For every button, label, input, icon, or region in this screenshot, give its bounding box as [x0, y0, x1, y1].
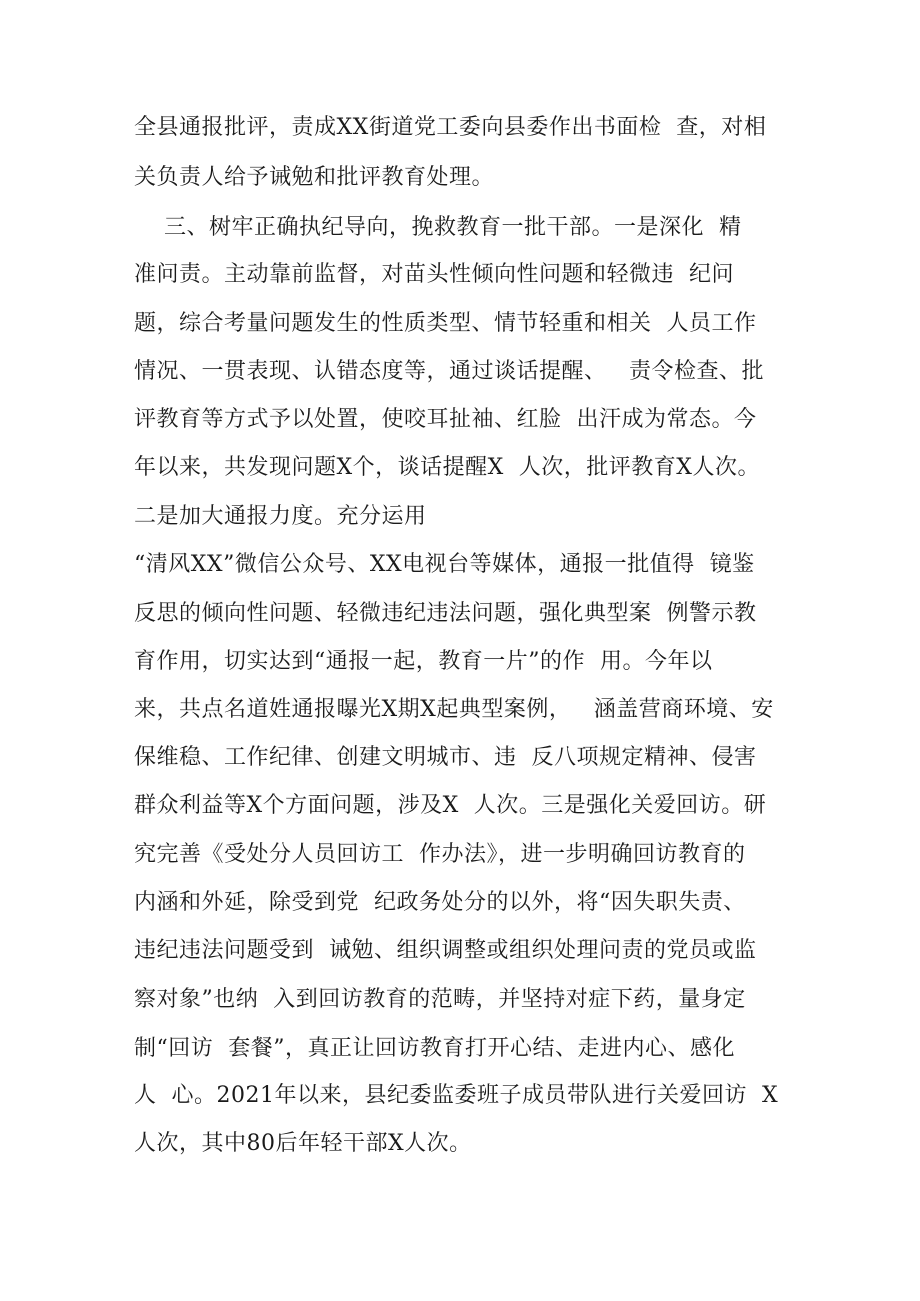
- text-line: 三、树牢正确执纪导向，挽救教育一批干部。一是深化 精: [134, 215, 742, 240]
- text-line: 违纪违法问题受到 诫勉、组织调整或组织处理问责的党员或监: [134, 938, 757, 963]
- text-line: “清风XX”微信公众号、XX电视台等媒体，通报一批值得 镜鉴: [134, 552, 755, 577]
- text-line: 人 心。2021年以来，县纪委监委班子成员带队进行关爱回访 X: [134, 1083, 779, 1108]
- text-line: 保维稳、工作纪律、创建文明城市、违 反八项规定精神、侵害: [134, 745, 757, 770]
- text-line: 关负责人给予诫勉和批评教育处理。: [134, 165, 495, 190]
- text-line: 二是加大通报力度。充分运用: [134, 504, 427, 529]
- text-line: 年以来，共发现问题X个，谈话提醒X 人次，批评教育X人次。: [134, 455, 760, 480]
- text-line: 反思的倾向性问题、轻微违纪违法问题，强化典型案 例警示教: [134, 601, 757, 626]
- text-line: 情况、一贯表现、认错态度等，通过谈话提醒、 责令检查、批: [134, 359, 764, 384]
- text-line: 题，综合考量问题发生的性质类型、情节轻重和相关 人员工作: [134, 311, 757, 336]
- text-line: 究完善《受处分人员回访工 作办法》，进一步明确回访教育的: [134, 842, 746, 867]
- text-line: 全县通报批评，责成XX街道党工委向县委作出书面检 查，对相: [134, 115, 767, 140]
- text-line: 内涵和外延，除受到党 纪政务处分的以外，将“因失职失责、: [134, 890, 746, 915]
- text-line: 评教育等方式予以处置，使咬耳扯袖、红脸 出汗成为常态。今: [134, 407, 757, 432]
- text-line: 来，共点名道姓通报曝光X期X起典型案例， 涵盖营商环境、安: [134, 697, 774, 722]
- text-line: 察对象”也纳 入到回访教育的范畴，并坚持对症下药，量身定: [134, 987, 746, 1012]
- text-line: 准问责。主动靠前监督，对苗头性倾向性问题和轻微违 纪问: [134, 262, 734, 287]
- text-line: 人次，其中80后年轻干部X人次。: [134, 1131, 472, 1156]
- text-line: 群众利益等X个方面问题，涉及X 人次。三是强化关爱回访。研: [134, 793, 767, 818]
- text-line: 制“回访 套餐”，真正让回访教育打开心结、走进内心、感化: [134, 1036, 735, 1061]
- text-line: 育作用，切实达到“通报一起，教育一片”的作 用。今年以: [134, 649, 713, 674]
